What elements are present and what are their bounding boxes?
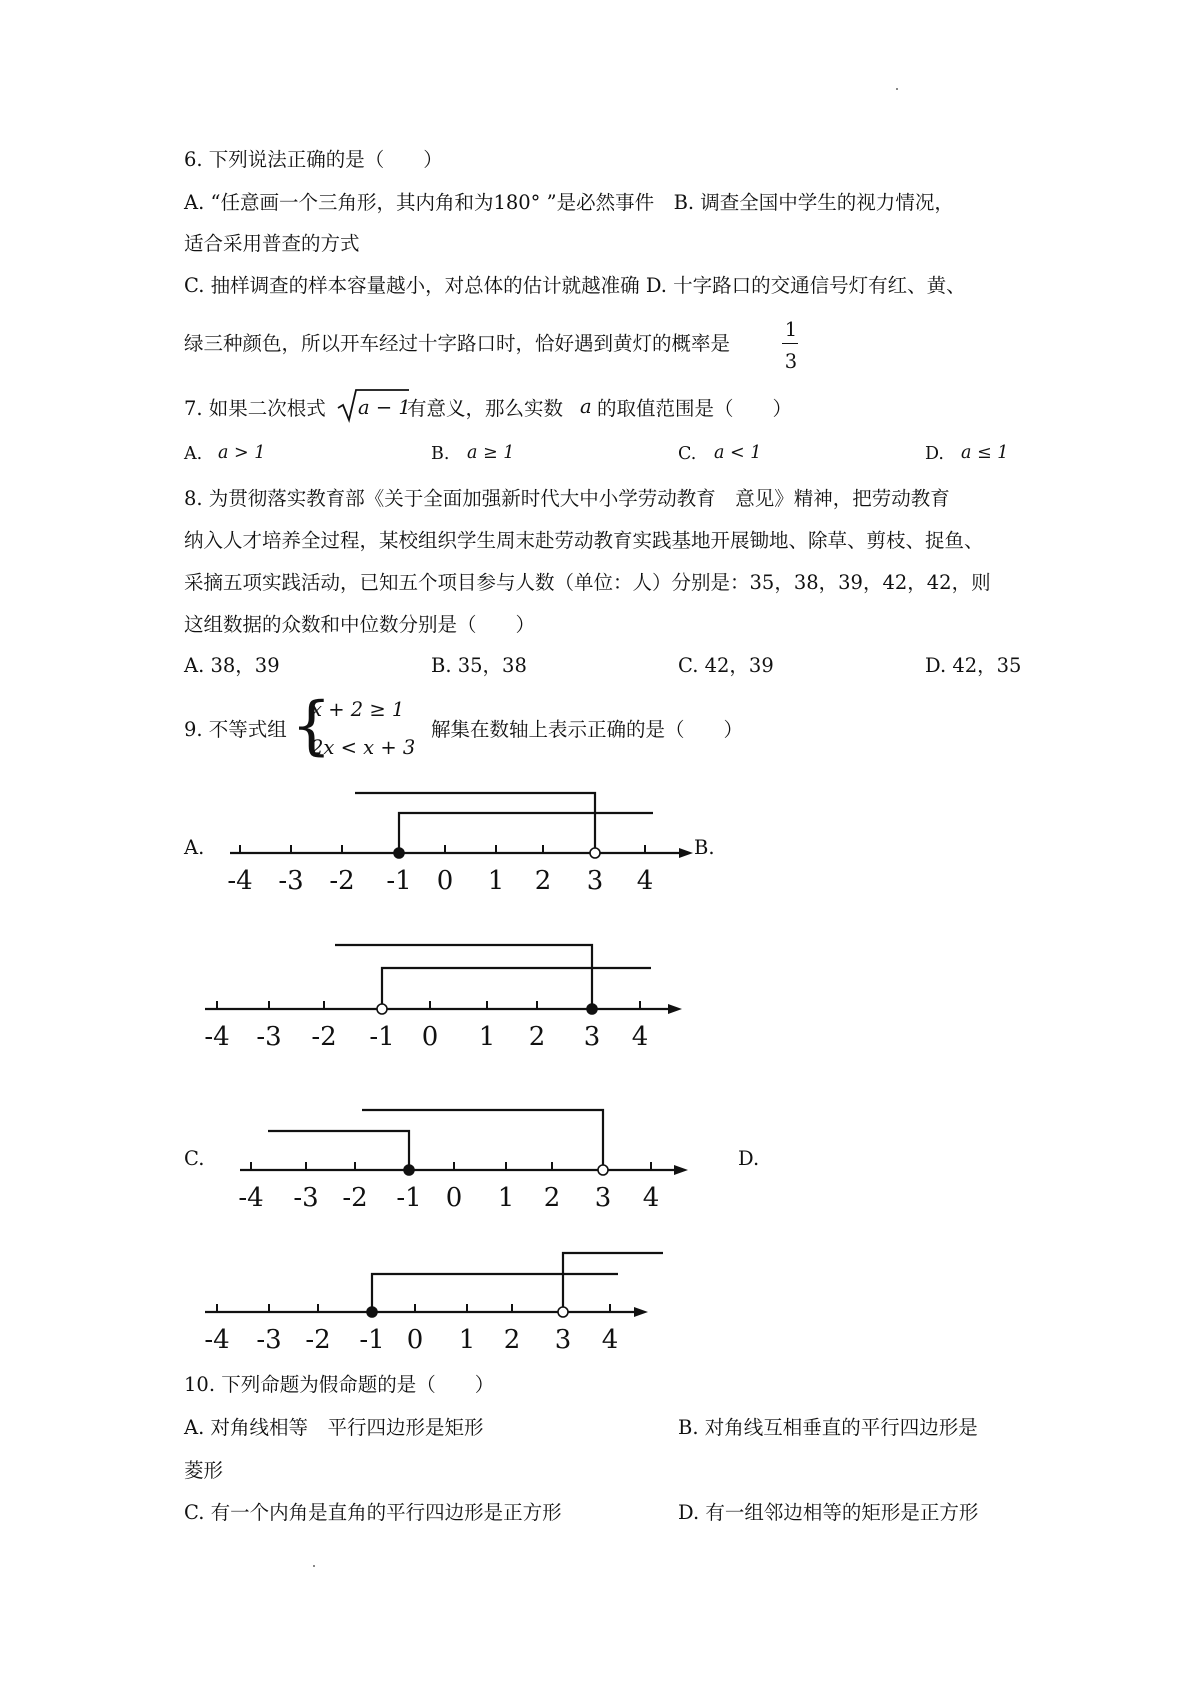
axis-tick-label: 4 bbox=[631, 1022, 649, 1052]
q10-option-b-line2: 菱形 bbox=[184, 1459, 224, 1482]
axis-tick-label: -3 bbox=[256, 1022, 282, 1052]
axis-tick-label: 3 bbox=[554, 1325, 572, 1355]
solution-ray-from-minus-1 bbox=[372, 1274, 618, 1312]
axis-tick-label: -2 bbox=[329, 866, 355, 896]
q6-option-a-line2: 适合采用普查的方式 bbox=[184, 232, 360, 255]
q7-option-d-label: D. bbox=[925, 444, 944, 464]
axis-arrow-icon bbox=[679, 848, 693, 858]
q6-option-d-line2: 绿三种颜色，所以开车经过十字路口时，恰好遇到黄灯的概率是 bbox=[184, 332, 731, 355]
q8-line3: 采摘五项实践活动，已知五个项目参与人数（单位：人）分别是：35，38，39，42，42，则 bbox=[184, 571, 991, 594]
q10-option-c: C. 有一个内角是直角的平行四边形是正方形 bbox=[184, 1501, 562, 1524]
axis-tick-label: -4 bbox=[204, 1325, 230, 1355]
q6-option-a-line1: A. “任意画一个三角形，其内角和为180° ”是必然事件 B. 调查全国中学生的视力情况， bbox=[184, 191, 954, 214]
open-dot-icon bbox=[598, 1165, 608, 1175]
q9-option-b-label: B. bbox=[694, 836, 715, 859]
q7-stem-prefix: 7. 如果二次根式 bbox=[184, 397, 326, 420]
axis-tick-label: 0 bbox=[421, 1022, 439, 1052]
q7-stem-mid: 有意义，那么实数 bbox=[407, 397, 564, 420]
q8-option-a: A. 38，39 bbox=[184, 654, 280, 677]
q9-option-a-label: A. bbox=[184, 836, 205, 859]
q9-option-c-label: C. bbox=[184, 1147, 205, 1170]
axis-tick-label: -4 bbox=[204, 1022, 230, 1052]
q8-option-d: D. 42，35 bbox=[925, 654, 1022, 677]
open-dot-icon bbox=[377, 1004, 387, 1014]
q8-option-b: B. 35，38 bbox=[431, 654, 527, 677]
axis-tick-label: -4 bbox=[227, 866, 253, 896]
axis-tick-label: -1 bbox=[386, 866, 412, 896]
axis-arrow-icon bbox=[668, 1004, 682, 1014]
q8-line2: 纳入人才培养全过程，某校组织学生周末赴劳动教育实践基地开展锄地、除草、剪枝、捉鱼、 bbox=[184, 529, 984, 552]
q7-option-a-label: A. bbox=[184, 444, 203, 464]
axis-tick-label: 1 bbox=[478, 1022, 496, 1052]
filled-dot-icon bbox=[404, 1165, 414, 1175]
axis-tick-label: -3 bbox=[278, 866, 304, 896]
filled-dot-icon bbox=[394, 848, 404, 858]
axis-tick-label: 1 bbox=[458, 1325, 476, 1355]
q7-radicand: a − 1 bbox=[358, 396, 411, 419]
solution-ray-from-minus-1 bbox=[399, 813, 653, 853]
axis-tick-label: -1 bbox=[396, 1183, 422, 1213]
axis-tick-label: 1 bbox=[487, 866, 505, 896]
filled-dot-icon bbox=[587, 1004, 597, 1014]
q7-option-d-expr: a ≤ 1 bbox=[961, 443, 1009, 463]
q8-option-c: C. 42，39 bbox=[678, 654, 774, 677]
axis-tick-label: 2 bbox=[543, 1183, 561, 1213]
axis-tick-label: 2 bbox=[528, 1022, 546, 1052]
axis-tick-label: 0 bbox=[445, 1183, 463, 1213]
axis-arrow-icon bbox=[634, 1307, 648, 1317]
q9-option-d-label: D. bbox=[738, 1147, 760, 1170]
q7-option-c-label: C. bbox=[678, 444, 697, 464]
q6-option-c-line1: C. 抽样调查的样本容量越小，对总体的估计就越准确 D. 十字路口的交通信号灯有红、黄、 bbox=[184, 274, 966, 297]
solution-ray-from-minus-1 bbox=[268, 1131, 409, 1170]
solution-ray-from-3 bbox=[563, 1253, 663, 1312]
q6-fraction-denominator: 3 bbox=[784, 350, 798, 373]
solution-ray-from-3 bbox=[362, 1110, 603, 1170]
q8-line4: 这组数据的众数和中位数分别是（ ） bbox=[184, 613, 536, 636]
axis-tick-label: 3 bbox=[583, 1022, 601, 1052]
q8-line1: 8. 为贯彻落实教育部《关于全面加强新时代大中小学劳动教育 意见》精神，把劳动教育 bbox=[184, 487, 950, 510]
solution-ray-from-3 bbox=[355, 793, 595, 853]
axis-arrow-icon bbox=[674, 1165, 688, 1175]
q7-variable: a bbox=[580, 395, 592, 418]
q10-option-b-line1: B. 对角线互相垂直的平行四边形是 bbox=[678, 1416, 978, 1439]
axis-tick-label: 2 bbox=[534, 866, 552, 896]
q7-stem-suffix: 的取值范围是（ ） bbox=[597, 397, 793, 420]
axis-tick-label: -3 bbox=[293, 1183, 319, 1213]
axis-tick-label: -4 bbox=[238, 1183, 264, 1213]
axis-tick-label: 3 bbox=[594, 1183, 612, 1213]
open-dot-icon bbox=[558, 1307, 568, 1317]
axis-tick-label: -2 bbox=[305, 1325, 331, 1355]
filled-dot-icon bbox=[367, 1307, 377, 1317]
axis-tick-label: 4 bbox=[601, 1325, 619, 1355]
axis-tick-label: -2 bbox=[311, 1022, 337, 1052]
axis-tick-label: 4 bbox=[642, 1183, 660, 1213]
axis-tick-label: -3 bbox=[256, 1325, 282, 1355]
solution-ray-from-3 bbox=[335, 945, 592, 1009]
q10-option-a: A. 对角线相等 平行四边形是矩形 bbox=[184, 1416, 484, 1439]
open-dot-icon bbox=[590, 848, 600, 858]
axis-tick-label: 4 bbox=[636, 866, 654, 896]
solution-ray-from-minus-1 bbox=[382, 968, 651, 1009]
q6-fraction-numerator: 1 bbox=[784, 318, 798, 341]
axis-tick-label: 1 bbox=[497, 1183, 515, 1213]
axis-tick-label: 3 bbox=[586, 866, 604, 896]
q7-option-b-expr: a ≥ 1 bbox=[467, 443, 515, 463]
axis-tick-label: 0 bbox=[406, 1325, 424, 1355]
q7-option-c-expr: a < 1 bbox=[714, 443, 762, 463]
q9-stem-suffix: 解集在数轴上表示正确的是（ ） bbox=[431, 718, 744, 741]
axis-tick-label: -2 bbox=[342, 1183, 368, 1213]
q7-option-a-expr: a > 1 bbox=[218, 443, 266, 463]
axis-tick-label: 0 bbox=[436, 866, 454, 896]
q10-option-d: D. 有一组邻边相等的矩形是正方形 bbox=[678, 1501, 979, 1524]
q9-stem-prefix: 9. 不等式组 bbox=[184, 718, 287, 741]
axis-tick-label: -1 bbox=[369, 1022, 395, 1052]
q6-stem: 6. 下列说法正确的是（ ） bbox=[184, 148, 443, 171]
q9-inequality-1: x + 2 ≥ 1 bbox=[311, 698, 405, 721]
q9-inequality-2: 2x < x + 3 bbox=[311, 736, 416, 759]
q10-stem: 10. 下列命题为假命题的是（ ） bbox=[184, 1373, 495, 1396]
axis-tick-label: -1 bbox=[359, 1325, 385, 1355]
q7-option-b-label: B. bbox=[431, 444, 450, 464]
axis-tick-label: 2 bbox=[503, 1325, 521, 1355]
q9-system-brace: { bbox=[291, 689, 332, 763]
